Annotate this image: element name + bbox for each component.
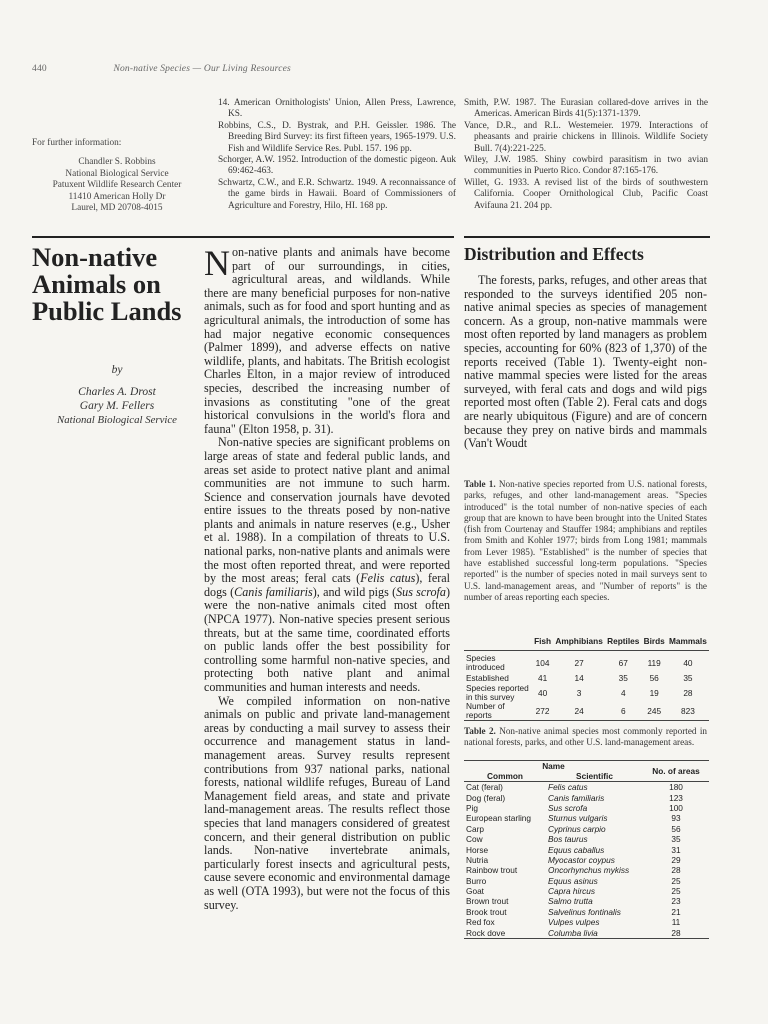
table-cell: 4 xyxy=(620,688,626,698)
reference-entry: Willet, G. 1933. A revised list of the birds of southwestern California. Cooper Ornithological Club, Pacific Coast Avifauna 21. 204 pp. xyxy=(464,177,708,211)
table-cell: 40 xyxy=(683,658,693,668)
table-cell: 41 xyxy=(537,673,548,683)
reference-entry: Schorger, A.W. 1952. Introduction of the domestic pigeon. Auk 69:462-463. xyxy=(218,155,456,177)
column-header: Amphibians xyxy=(553,635,605,651)
table-cell: 35 xyxy=(618,673,628,683)
species-name: Felis catus xyxy=(360,571,416,586)
byline xyxy=(32,363,202,427)
table-cell: 27 xyxy=(574,658,584,668)
header-blank xyxy=(464,635,532,651)
table-row xyxy=(464,886,709,896)
scientific-name-cell: Equus asinus xyxy=(548,875,598,886)
table-row xyxy=(464,876,709,886)
common-name-cell: Carp xyxy=(466,823,484,834)
intro-text: on-native plants and animals have become part of our surroundings, in cities, agricultural areas, and wildlands. While there are many beneficial purposes for non-native animals, such as for food and sport hunting and as agricultural animals, the introduction of some has had major negative economic consequences (Palmer 1899), and adverse effects on native wildlife, plants, and habitats. The British ecologist Charles Elton, in a major review of introduced species, described the increasing number of invasions as constituting "one of the great historical convulsions in the world's flora and fauna" (Elton 1958, p. 31). xyxy=(204,245,450,436)
byline-by: by xyxy=(111,364,123,376)
scientific-name-cell: Salmo trutta xyxy=(548,896,593,907)
common-name-cell: Burro xyxy=(466,875,487,886)
count-cell: 29 xyxy=(671,854,681,865)
scientific-name-cell: Felis catus xyxy=(548,782,588,793)
table-cell: 35 xyxy=(683,673,693,683)
scientific-name-cell: Sturnus vulgaris xyxy=(548,813,608,824)
scientific-name-cell: Canis familiaris xyxy=(548,792,605,803)
table-row xyxy=(464,896,709,906)
table-cell: 56 xyxy=(649,673,659,683)
count-cell: 23 xyxy=(671,896,681,907)
running-head xyxy=(32,64,291,74)
table-cell: 28 xyxy=(683,688,693,698)
common-name-cell: Horse xyxy=(466,844,489,855)
count-cell: 93 xyxy=(671,813,681,824)
references-column-2 xyxy=(464,98,708,212)
count-cell: 35 xyxy=(671,834,681,845)
table-row xyxy=(464,865,709,875)
common-name-cell: Cat (feral) xyxy=(466,782,503,793)
table-row xyxy=(464,855,709,865)
page-number: 440 xyxy=(32,64,47,74)
intro-text: ) were the non-native animals cited most often (NPCA 1977). Non-native species present serious threats, but at the same time, coordinated efforts on public lands offer the best possibility for controlling some harmful non-native species, and protecting both native plant and animal communities and human interests and needs. xyxy=(204,584,450,694)
contact-line: 11410 American Holly Dr xyxy=(68,191,166,202)
table-2-caption xyxy=(464,726,707,749)
column-header: Fish xyxy=(532,635,553,651)
intro-text: ), and wild pigs ( xyxy=(312,584,397,599)
column-group-header: Name xyxy=(464,761,643,772)
column-header: Birds xyxy=(642,635,667,651)
table-row xyxy=(464,792,709,802)
row-label: Number of reports xyxy=(464,702,532,721)
table-row xyxy=(464,702,709,721)
count-cell: 28 xyxy=(671,865,681,876)
table-1-caption xyxy=(464,479,707,603)
scientific-name-cell: Capra hircus xyxy=(548,886,596,897)
table-cell: 245 xyxy=(642,702,667,721)
table-row xyxy=(464,927,709,938)
table-body xyxy=(464,782,709,939)
table-1 xyxy=(464,635,709,721)
table-cell: 272 xyxy=(532,702,553,721)
table-row xyxy=(464,824,709,834)
common-name-cell: Dog (feral) xyxy=(466,792,506,803)
scientific-name-cell: Columba livia xyxy=(546,927,643,938)
reference-entry: Smith, P.W. 1987. The Eurasian collared-dove arrives in the Americas. American Birds 41(5):1371-1379. xyxy=(464,98,708,120)
author-name: Gary M. Fellers xyxy=(79,400,155,412)
common-name-cell: Brook trout xyxy=(466,906,507,917)
table-row xyxy=(464,803,709,813)
scientific-name-cell: Vulpes vulpes xyxy=(548,917,600,928)
count-cell: 31 xyxy=(671,844,681,855)
table-cell: 823 xyxy=(667,702,709,721)
table-2 xyxy=(464,760,709,939)
intro-paragraph-3: We compiled information on non-native animals on public and private land-management areas by conducting a mail survey to assess their occurrence and management status in land-management areas. Survey results represent contributions from 937 national parks, national forests, national wildlife refuges, Bureau of Land Management field areas, and state and private land-management areas. The results reflect those species that land managers considered of greatest concern, and their general distribution on public lands. Non-native invertebrate animals, particularly forest insects and agricultural pests, cause severe economic and environmental damage as well (OTA 1993), but were not the focus of this survey. xyxy=(204,693,450,912)
table-row xyxy=(464,651,709,673)
table-row xyxy=(464,917,709,927)
count-cell: 123 xyxy=(669,792,683,803)
further-information-heading: For further information: xyxy=(32,138,122,148)
common-name-cell: Cow xyxy=(466,834,483,845)
section-divider xyxy=(204,236,454,238)
intro-paragraph-2 xyxy=(204,436,450,694)
common-name-cell: Nutria xyxy=(466,854,489,865)
table-row xyxy=(464,834,709,844)
table-row xyxy=(464,813,709,823)
table-cell: 19 xyxy=(649,688,659,698)
table-row xyxy=(464,844,709,854)
scientific-name-cell: Myocastor coypus xyxy=(548,854,615,865)
distribution-paragraph: The forests, parks, refuges, and other areas that responded to the surveys identified 205 non-native animal species as species of management concern. As a group, non-native mammals were most often reported by land managers as problem species, accounting for 60% (823 of 1,370) of the reports received (Table 1). Twenty-eight non-native mammal species were listed for the areas surveyed, with feral cats and dogs and wild pigs reported most often (Table 2). Feral cats and dogs are nearly ubiquitous (Figure) and are of concern because they prey on native birds and mammals (Van't Woudt xyxy=(464,273,707,451)
author-name: Charles A. Drost xyxy=(78,386,156,398)
table-cell: 104 xyxy=(535,658,550,668)
reference-entry: Schwartz, C.W., and E.R. Schwartz. 1949. A reconnaissance of the game birds in Hawaii. Board of Commissioners of Agriculture and Forestry, Hilo, HI. 168 pp. xyxy=(218,177,456,211)
species-name: Canis familiaris xyxy=(234,584,313,599)
reference-entry: 14. American Ornithologists' Union, Allen Press, Lawrence, KS. xyxy=(218,98,456,120)
distribution-column xyxy=(464,274,707,451)
column-header: Common xyxy=(464,771,546,782)
count-cell: 21 xyxy=(671,906,681,917)
count-cell: 28 xyxy=(643,927,709,938)
count-cell: 11 xyxy=(671,917,681,928)
count-cell: 100 xyxy=(669,802,683,813)
article-title: Non-native Animals on Public Lands xyxy=(32,242,182,326)
caption-text: Non-native animal species most commonly reported in national forests, parks, and other U.S. land-management areas. xyxy=(464,726,708,748)
count-cell: 56 xyxy=(671,823,681,834)
scientific-name-cell: Salvelinus fontinalis xyxy=(548,906,621,917)
column-header: Mammals xyxy=(667,635,709,651)
table-header-row xyxy=(464,761,709,772)
species-name: Sus scrofa xyxy=(396,584,446,599)
table-cell: 6 xyxy=(605,702,642,721)
contact-line: Patuxent Wildlife Research Center xyxy=(52,180,182,191)
section-divider xyxy=(464,236,710,238)
intro-paragraph-1 xyxy=(204,243,450,436)
intro-text: Non-native species are significant problems on large areas of state and federal public lands, and areas set aside to protect native plant and animal communities are not immune to such harm. Science and conservation journals have devoted entire issues to the threats posed by non-native plants and animals in nature reserves (e.g., Usher et al. 1988). In a compilation of threats to U.S. national parks, non-native plants and animals were the most often reported threat, and were reported by the most areas; feral cats ( xyxy=(204,435,450,586)
common-name-cell: Brown trout xyxy=(466,896,509,907)
references-column-1 xyxy=(218,98,456,212)
contact-line: National Biological Service xyxy=(65,168,169,179)
table-row xyxy=(464,684,709,702)
further-information xyxy=(32,138,202,214)
table-label: Table 1. xyxy=(464,479,496,489)
intro-text: ), feral dogs ( xyxy=(204,571,450,599)
common-name-cell: Goat xyxy=(466,886,484,897)
table-cell: 24 xyxy=(553,702,605,721)
row-label: Established xyxy=(466,672,509,683)
scientific-name-cell: Equus caballus xyxy=(548,844,605,855)
contact-line: Chandler S. Robbins xyxy=(78,157,156,168)
journal-title: Non-native Species — Our Living Resources xyxy=(113,64,291,74)
contact-line: Laurel, MD 20708-4015 xyxy=(71,203,163,214)
table-row xyxy=(464,907,709,917)
caption-text: Non-native species reported from U.S. national forests, parks, refuges, and other land-management areas. "Species introduced" is the total number of non-native species of each group that are known to have been brought into the United States (fish from Courtenay and Stauffer 1984; amphibians and reptiles from Smith and Kohler 1977; birds from Long 1981; mammals from Lever 1985). "Established" is the number of species that have established successful long-term populations. "Species reported" is the number of species noted in mail surveys sent to U.S. land-management areas, and "Number of reports" is the number of areas reporting each species. xyxy=(464,479,707,602)
table-cell: 14 xyxy=(574,673,584,683)
section-divider xyxy=(32,236,206,238)
section-heading: Distribution and Effects xyxy=(464,244,644,264)
row-label: Species reported in this survey xyxy=(466,683,529,702)
table-header-row xyxy=(464,635,709,651)
column-header: Reptiles xyxy=(605,635,642,651)
common-name-cell: Rainbow trout xyxy=(466,865,518,876)
table-cell: 40 xyxy=(537,688,548,698)
contact-block xyxy=(32,157,202,214)
table-row xyxy=(464,782,709,793)
drop-cap: N xyxy=(204,243,230,283)
common-name-cell: Rock dove xyxy=(464,927,546,938)
scientific-name-cell: Bos taurus xyxy=(548,834,588,845)
column-header: No. of areas xyxy=(643,761,709,782)
table-cell: 3 xyxy=(576,688,582,698)
scientific-name-cell: Oncorhynchus mykiss xyxy=(548,865,630,876)
count-cell: 25 xyxy=(671,875,681,886)
table-label: Table 2. xyxy=(464,726,496,736)
common-name-cell: Pig xyxy=(466,802,478,813)
intro-column xyxy=(204,243,450,912)
table-cell: 67 xyxy=(618,658,628,668)
scientific-name-cell: Sus scrofa xyxy=(548,802,588,813)
count-cell: 25 xyxy=(671,886,681,897)
column-header: Scientific xyxy=(546,771,643,782)
common-name-cell: Red fox xyxy=(466,917,495,928)
count-cell: 180 xyxy=(669,782,683,793)
author-affiliation: National Biological Service xyxy=(57,414,177,426)
reference-entry: Vance, D.R., and R.L. Westemeier. 1979. Interactions of pheasants and prairie chickens in Illinois. Wildlife Society Bull. 7(4):221-225. xyxy=(464,120,708,154)
scientific-name-cell: Cyprinus carpio xyxy=(548,823,606,834)
reference-entry: Robbins, C.S., D. Bystrak, and P.H. Geissler. 1986. The Breeding Bird Survey: its first fifteen years, 1965-1979. U.S. Fish and Wildlife Service Res. Publ. 157. 196 pp. xyxy=(218,120,456,154)
reference-entry: Wiley, J.W. 1985. Shiny cowbird parasitism in two avian communities in Puerto Rico. Condor 87:165-176. xyxy=(464,155,708,177)
table-cell: 119 xyxy=(647,658,661,668)
common-name-cell: European starling xyxy=(466,813,532,824)
row-label: Species introduced xyxy=(466,653,505,672)
